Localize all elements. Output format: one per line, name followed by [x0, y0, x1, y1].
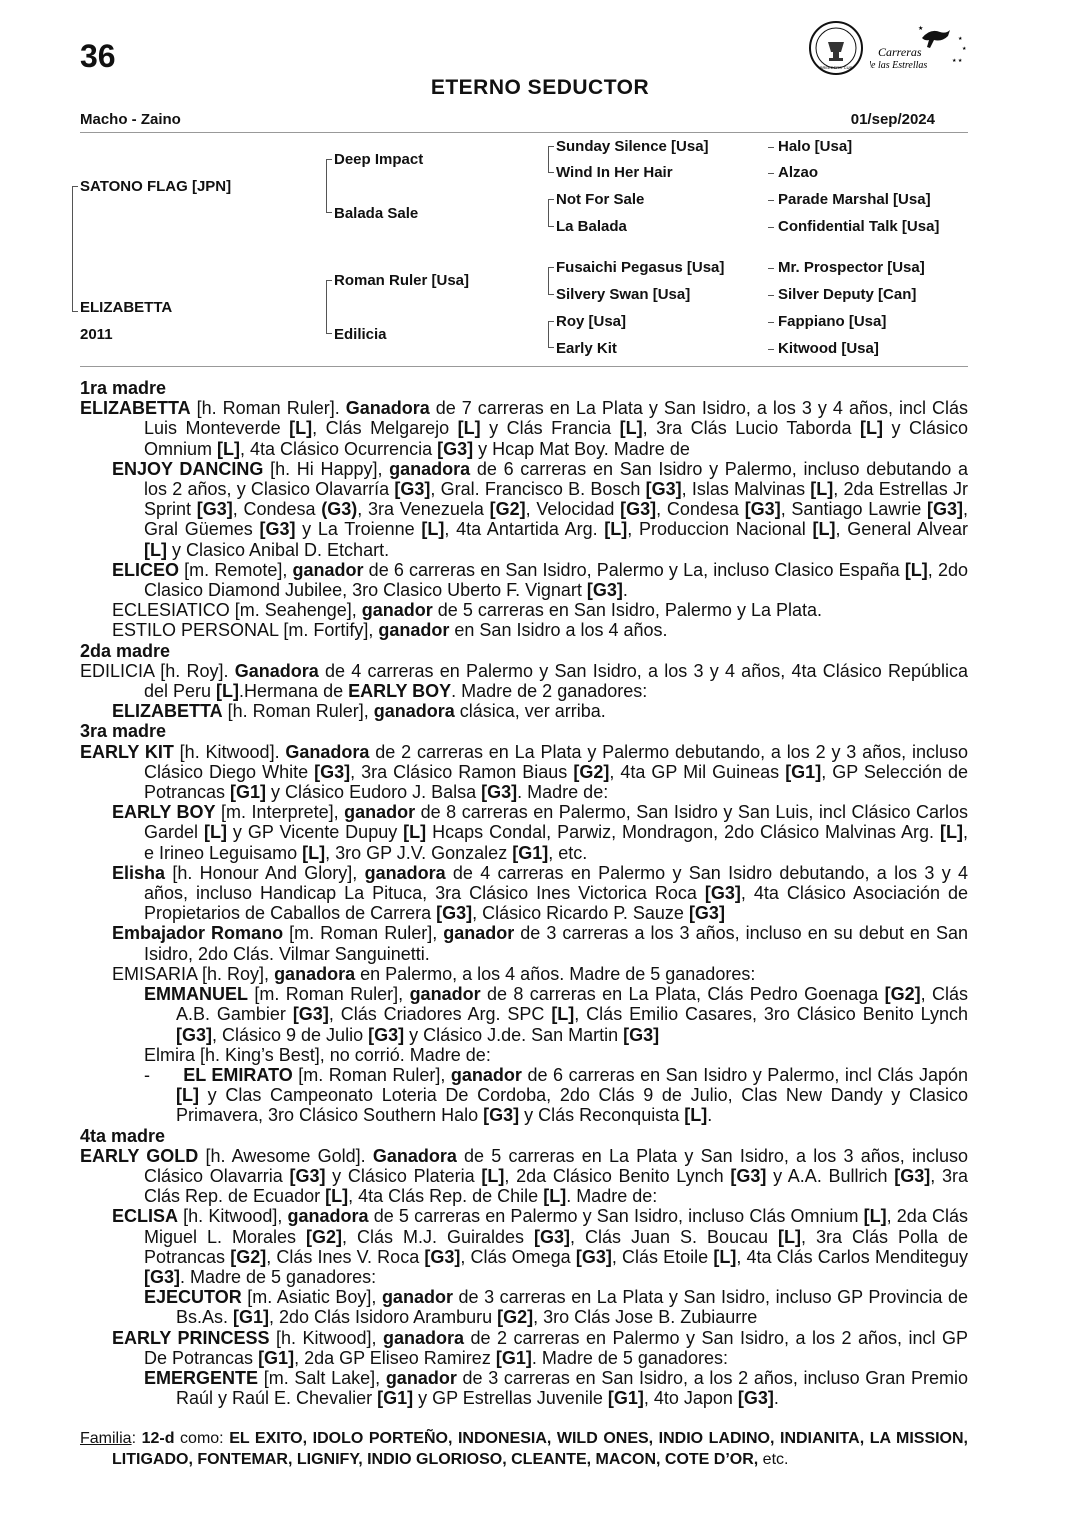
pedigree-g3-1: Sunday Silence [Usa] [556, 138, 709, 155]
produce-entry: EMMANUEL [m. Roman Ruler], ganador de 8 carreras en La Plata, Clás Pedro Goenaga [G2], Clás A.B. Gambier [G3], Clás Criadores Arg. SPC [L], Clás Emilio Casares, 3ro Clásico Benito Lynch [G3], Clásico 9 de Julio [G3] y Clásico J.de. San Martin [G3] [144, 984, 968, 1045]
pedigree-g3-5: Fusaichi Pegasus [Usa] [556, 259, 725, 276]
pedigree-dam-year: 2011 [80, 326, 113, 343]
pedigree-sire: SATONO FLAG [JPN] [80, 178, 232, 195]
sex-color: Macho - Zaino [80, 111, 181, 128]
breeders-cup-logo [808, 20, 864, 76]
produce-entry: ESTILO PERSONAL [m. Fortify], ganador en San Isidro a los 4 años. [112, 620, 668, 641]
pedigree-g3-7: Roy [Usa] [556, 313, 627, 330]
section-heading: 1ra madre [80, 378, 167, 398]
svg-text:★: ★ [918, 26, 924, 32]
pedigree-rule [80, 366, 968, 367]
pedigree-g4-2: Alzao [778, 164, 819, 181]
produce-entry: EMERGENTE [m. Salt Lake], ganador de 3 carreras en San Isidro, a los 2 años, incluso Gran Premio Raúl y Raúl E. Chevalier [G1] y GP Estrellas Juvenile [G1], 4to Japon [G3]. [144, 1367, 968, 1409]
section-heading: 3ra madre [80, 721, 167, 742]
svg-text:BREEDERS' CUP: BREEDERS' CUP [819, 65, 853, 70]
section-heading: 2da madre [80, 640, 171, 661]
produce-entry: EARLY PRINCESS [h. Kitwood], ganadora de 2 carreras en Palermo y San Isidro, a los 2 años, incl GP De Potrancas [G1], 2da GP Eliseo Ramirez [G1]. Madre de 5 ganadores: [112, 1327, 968, 1368]
header-rule [80, 132, 968, 133]
foaling-date: 01/sep/2024 [850, 111, 935, 128]
pedigree-g4-8: Kitwood [Usa] [778, 340, 879, 357]
produce-entry: ELIZABETTA [h. Roman Ruler], ganadora clásica, ver arriba. [112, 701, 606, 722]
pedigree-g3-4: La Balada [556, 218, 627, 235]
pedigree-dam-dam: Edilicia [334, 326, 387, 343]
lot-number: 36 [80, 38, 116, 74]
dam-produce-record [80, 378, 968, 1408]
carreras-de-las-estrellas-logo [870, 24, 970, 74]
pedigree-g4-6: Silver Deputy [Can] [778, 286, 917, 303]
produce-entry: EARLY KIT [h. Kitwood]. Ganadora de 2 carreras en La Plata y Palermo debutando, a los 2 y 3 años, incluso Clásico Diego White [G3], 3ra Clásico Ramon Biaus [G2], 4ta GP Mil Guineas [G1], GP Selección de Potrancas [G1] y Clásico Eudoro J. Balsa [G3]. Madre de: [80, 741, 969, 803]
produce-entry: EMISARIA [h. Roy], ganadora en Palermo, a los 4 años. Madre de 5 ganadores: [112, 963, 756, 984]
produce-entry: ECLESIATICO [m. Seahenge], ganador de 5 carreras en San Isidro, Palermo y La Plata. [112, 600, 822, 621]
svg-text:★ ★: ★ ★ [952, 58, 963, 64]
familia-names: EL EXITO, IDOLO PORTEÑO, INDONESIA, WILD ONES, INDIO LADINO, INDIANITA, LA MISSION, LITIGADO, FONTEMAR, LIGNIFY, INDIO GLORIOSO, CLEANTE, MACON, COTE D’OR, [112, 1430, 969, 1468]
pedigree-sire-dam: Balada Sale [334, 205, 419, 222]
pedigree-g4-7: Fappiano [Usa] [778, 313, 887, 330]
produce-entry: ECLISA [h. Kitwood], ganadora de 5 carreras en Palermo y San Isidro, incluso Clás Omnium [L], 2da Clás Miguel L. Morales [G2], Clás M.J. Guiraldes [G3], Clás Juan S. Boucau [L], 3ra Clás Polla de Potrancas [G2], Clás Ines V. Roca [G3], Clás Omega [G3], Clás Etoile [L], 4ta Clás Carlos Menditeguy [G3]. Madre de 5 ganadores: [112, 1206, 969, 1287]
svg-text:★: ★ [958, 36, 963, 42]
produce-entry: Elisha [h. Honour And Glory], ganadora de 4 carreras en Palermo y San Isidro debutando, a los 3 y 4 años, incluso Handicap La Pituca, 3ra Clásico Ines Victorica Roca [G3], 4ta Clásico Asociación de Propietarios de Caballos de Carrera [G3], Clásico Ricardo P. Sauze [G3] [112, 862, 969, 924]
pedigree-g3-6: Silvery Swan [Usa] [556, 286, 691, 303]
pedigree-dam-sire: Roman Ruler [Usa] [334, 272, 470, 289]
pedigree-g4-4: Confidential Talk [Usa] [778, 218, 940, 235]
familia-label: Familia [80, 1430, 132, 1447]
pedigree-g4-3: Parade Marshal [Usa] [778, 191, 931, 208]
pedigree-g3-8: Early Kit [556, 340, 617, 357]
familia-footer: Familia: 12-d como: EL EXITO, IDOLO PORTEÑO, INDONESIA, WILD ONES, INDIO LADINO, INDIANITA, LA MISSION, LITIGADO, FONTEMAR, LIGNIFY, INDIO GLORIOSO, CLEANTE, MACON, COTE D’OR, etc. [80, 1430, 969, 1468]
pedigree-dam: ELIZABETTA [80, 299, 173, 316]
pedigree-g4-5: Mr. Prospector [Usa] [778, 259, 925, 276]
svg-text:de las Estrellas: de las Estrellas [870, 60, 928, 71]
produce-entry: EARLY BOY [m. Interprete], ganador de 8 carreras en Palermo, San Isidro y San Luis, incl Clásico Carlos Gardel [L] y GP Vicente Dupuy [L] Hcaps Condal, Parwiz, Mondragon, 2do Clásico Malvinas Arg. [L], e Irineo Leguisamo [L], 3ro GP J.V. Gonzalez [G1], etc. [112, 802, 968, 863]
horse-name: ETERNO SEDUCTOR [430, 76, 650, 99]
produce-entry: ELIZABETTA [h. Roman Ruler]. Ganadora de 7 carreras en La Plata y San Isidro, a los 3 y 4 años, incl Clás Luis Monteverde [L], Clás Melgarejo [L] y Clás Francia [L], 3ra Clás Lucio Taborda [L] y Clásico Omnium [L], 4ta Clásico Ocurrencia [G3] y Hcap Mat Boy. Madre de [80, 398, 968, 459]
produce-entry: Elmira [h. King’s Best], no corrió. Madre de: [144, 1044, 491, 1065]
svg-text:★: ★ [962, 46, 967, 52]
familia-code: 12-d [141, 1430, 175, 1447]
produce-entry: EARLY GOLD [h. Awesome Gold]. Ganadora de 5 carreras en La Plata y San Isidro, a los 3 años, incluso Clásico Olavarria [G3] y Clásico Plateria [L], 2da Clásico Benito Lynch [G3] y A.A. Bullrich [G3], 3ra Clás Rep. de Ecuador [L], 4ta Clás Rep. de Chile [L]. Madre de: [80, 1145, 968, 1207]
produce-entry: ENJOY DANCING [h. Hi Happy], ganadora de 6 carreras en San Isidro y Palermo, incluso debutando a los 2 años, y Clasico Olavarría [G3], Gral. Francisco B. Bosch [G3], Islas Malvinas [L], 2da Estrellas Jr Sprint [G3], Condesa (G3), 3ra Venezuela [G2], Velocidad [G3], Condesa [G3], Santiago Lawrie [G3], Gral Güemes [G3] y La Troienne [L], 4ta Antartida Arg. [L], Produccion Nacional [L], General Alvear [L] y Clasico Anibal D. Etchart. [112, 458, 968, 560]
section-heading: 4ta madre [80, 1125, 166, 1146]
produce-entry: - EL EMIRATO [m. Roman Ruler], ganador de 6 carreras en San Isidro y Palermo, incl Clás Japón [L] y Clas Campeonato Loteria De Cordoba, 2do Clás 9 de Julio, Clas New Dandy y Clasico Primavera, 3ro Clásico Southern Halo [G3] y Clás Reconquista [L]. [144, 1064, 968, 1126]
pedigree-sire-sire: Deep Impact [334, 151, 424, 168]
pedigree-g3-2: Wind In Her Hair [556, 164, 673, 181]
produce-entry: EJECUTOR [m. Asiatic Boy], ganador de 3 carreras en La Plata y San Isidro, incluso GP Provincia de Bs.As. [G1], 2do Clás Isidoro Aramburu [G2], 3ro Clás Jose B. Zubiaurre [144, 1287, 968, 1328]
svg-text:Carreras: Carreras [878, 45, 922, 59]
produce-entry: ELICEO [m. Remote], ganador de 6 carreras en San Isidro, Palermo y La, incluso Clasico España [L], 2do Clasico Diamond Jubilee, 3ro Clasico Uberto F. Vignart [G3]. [112, 559, 968, 601]
produce-entry: Embajador Romano [m. Roman Ruler], ganador de 3 carreras a los 3 años, incluso en su debut en San Isidro, 2do Clás. Vilmar Sanguinetti. [112, 923, 968, 964]
produce-entry: EDILICIA [h. Roy]. Ganadora de 4 carreras en Palermo y San Isidro, a los 3 y 4 años, 4ta Clásico República del Peru [L].Hermana de EARLY BOY. Madre de 2 ganadores: [80, 660, 968, 702]
pedigree-g3-3: Not For Sale [556, 191, 645, 208]
pedigree-g4-1: Halo [Usa] [778, 138, 853, 155]
